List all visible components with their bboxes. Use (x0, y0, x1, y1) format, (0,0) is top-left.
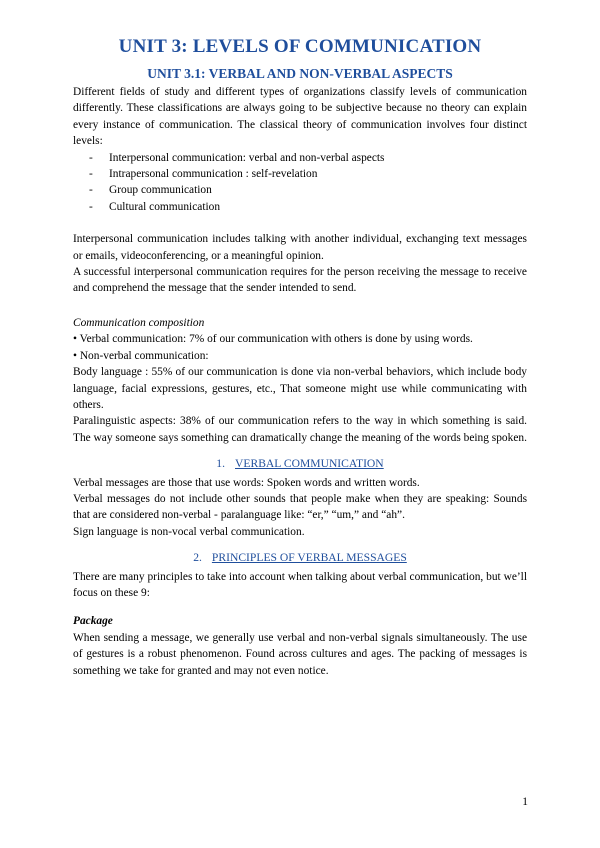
verbal-paragraph-2: Verbal messages do not include other sounds that people make when they are speaking: Sounds that are considered non-verbal - paralanguage like: “er,” “um,” and “ah”. (73, 492, 527, 522)
page-number: 1 (522, 796, 528, 808)
body-language-paragraph: Body language : 55% of our communication is done via non-verbal behaviors, which include body language, facial expressions, gestures, etc., That someone might use while communicating with others. (73, 366, 527, 411)
levels-list (73, 150, 527, 216)
verbal-paragraph-1: Verbal messages are those that use words: Spoken words and written words. (73, 476, 420, 489)
section-title: PRINCIPLES OF VERBAL MESSAGES (211, 551, 407, 565)
list-item: - Cultural communication (89, 199, 527, 215)
section-heading-principles (73, 550, 527, 566)
principles-paragraph: There are many principles to take into account when talking about verbal communication, but we’ll focus on these 9: (73, 570, 527, 599)
nonverbal-bullet: • Non-verbal communication: (73, 349, 209, 362)
interpersonal-paragraph-1: Interpersonal communication includes talking with another individual, exchanging text messages or emails, videoconferencing, or a meaningful opinion. (73, 233, 527, 262)
paralinguistic-paragraph: Paralinguistic aspects: 38% of our communication refers to the way in which something is said. The way someone says something can dramatically change the meaning of the words being spoken. (73, 415, 527, 444)
package-heading: Package (73, 615, 113, 628)
section-heading-verbal-communication (73, 456, 527, 472)
list-item: - Group communication (89, 182, 527, 198)
unit-subtitle: UNIT 3.1: VERBAL AND NON-VERBAL ASPECTS (147, 66, 453, 81)
section-title: VERBAL COMMUNICATION (235, 457, 384, 471)
composition-heading: Communication composition (73, 316, 205, 329)
document-title: UNIT 3: LEVELS OF COMMUNICATION (118, 36, 482, 57)
interpersonal-paragraph-2: A successful interpersonal communication requires for the person receiving the message to receive and comprehend the message that the sender intended to send. (73, 266, 527, 295)
document-page (73, 36, 527, 679)
verbal-paragraph-3: Sign language is non-vocal verbal communication. (73, 525, 305, 538)
list-item: - Intrapersonal communication : self-revelation (89, 166, 527, 182)
section-number: 2. (193, 551, 202, 565)
intro-paragraph: Different fields of study and different types of organizations classify levels of communication differently. These classifications are always going to be subjective because no theory can explain every instance of communication. The classical theory of communication involves four distinct levels: (73, 86, 527, 148)
list-item: - Interpersonal communication: verbal and non-verbal aspects (89, 150, 527, 166)
verbal-bullet: • Verbal communication: 7% of our communication with others is done by using words. (73, 333, 473, 346)
section-number: 1. (216, 457, 225, 471)
package-paragraph: When sending a message, we generally use verbal and non-verbal signals simultaneously. The use of gestures is a robust phenomenon. Found across cultures and ages. The packing of messages is something we take for granted and may not even notice. (73, 631, 527, 677)
